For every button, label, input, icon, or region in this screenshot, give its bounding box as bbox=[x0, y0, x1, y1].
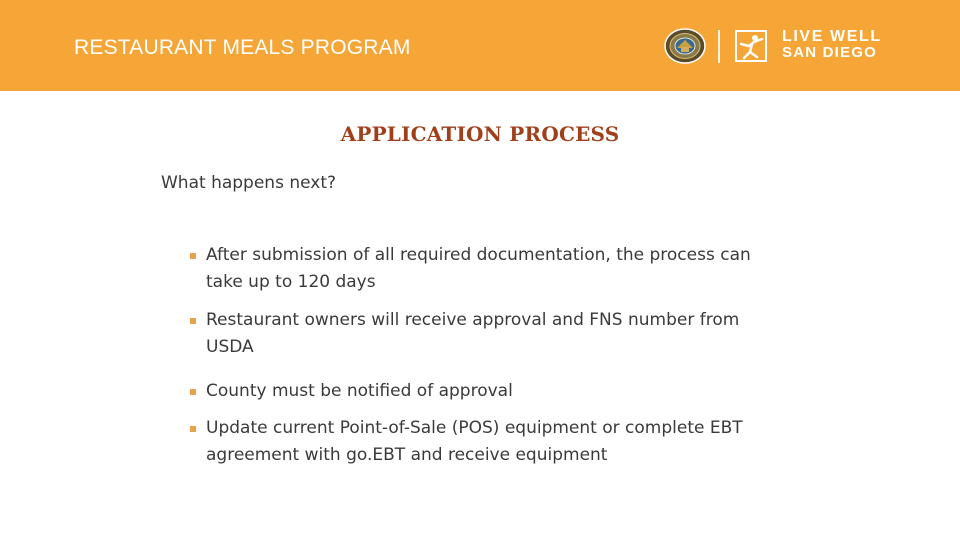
live-well-figure-icon bbox=[735, 30, 767, 62]
slide-heading: APPLICATION PROCESS bbox=[340, 122, 620, 146]
list-item bbox=[188, 242, 788, 296]
live-well-wordmark bbox=[782, 30, 882, 60]
county-seal-icon bbox=[664, 27, 706, 65]
list-item bbox=[188, 307, 788, 361]
bullet-list bbox=[188, 242, 788, 469]
logo-line-2: SAN DIEGO bbox=[782, 44, 877, 61]
bullet-square-icon bbox=[190, 426, 196, 432]
bullet-text: County must be notified of approval bbox=[206, 381, 513, 401]
list-item bbox=[188, 378, 788, 405]
logo-line-1: LIVE WELL bbox=[782, 28, 882, 45]
header-bar bbox=[0, 0, 960, 91]
bullet-square-icon bbox=[190, 389, 196, 395]
bullet-text: Update current Point-of-Sale (POS) equipment or complete EBT agreement with go.EBT and receive equipment bbox=[206, 418, 743, 465]
list-item bbox=[188, 415, 788, 469]
logo-divider bbox=[718, 30, 720, 63]
bullet-square-icon bbox=[190, 253, 196, 259]
bullet-square-icon bbox=[190, 318, 196, 324]
bullet-text: Restaurant owners will receive approval and FNS number from USDA bbox=[206, 310, 740, 357]
bullet-text: After submission of all required documentation, the process can take up to 120 days bbox=[206, 245, 751, 292]
program-title: RESTAURANT MEALS PROGRAM bbox=[74, 36, 411, 59]
intro-text: What happens next? bbox=[161, 173, 337, 193]
